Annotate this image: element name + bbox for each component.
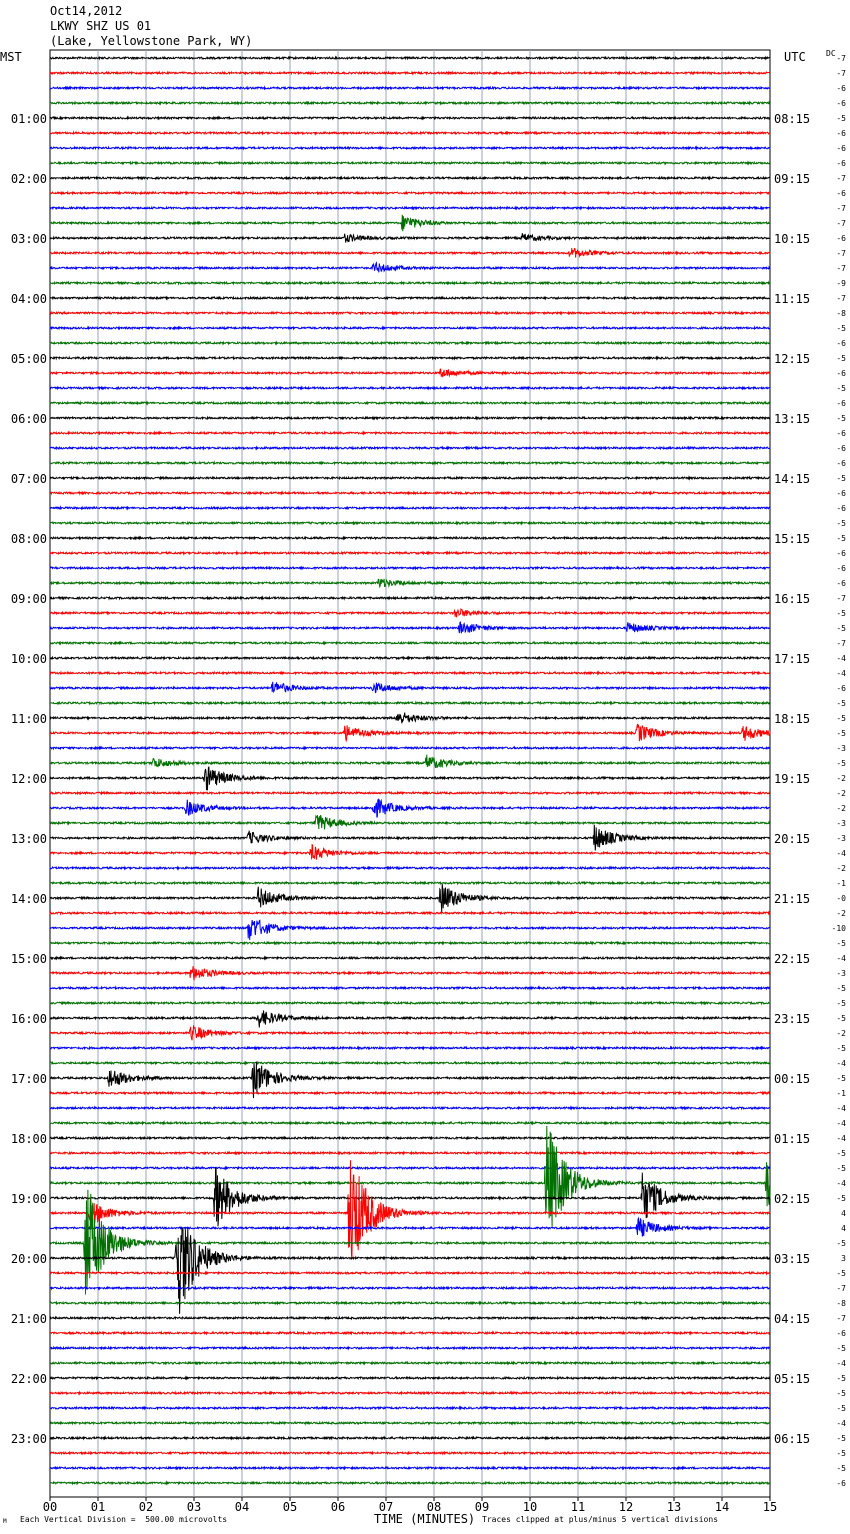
trace-line: [50, 147, 770, 149]
dc-offset-label: -6: [836, 549, 846, 558]
dc-offset-label: 4: [841, 1224, 846, 1233]
dc-offset-label: -2: [836, 864, 846, 873]
left-hour-label: 13:00: [10, 832, 47, 846]
trace-line: [50, 312, 770, 314]
trace-line: [50, 342, 770, 344]
dc-offset-label: -5: [836, 1449, 846, 1458]
dc-offset-label: -6: [836, 684, 846, 693]
trace-line: [50, 867, 770, 869]
x-tick-label: 09: [474, 1500, 490, 1514]
x-tick-label: 02: [138, 1500, 154, 1514]
trace-line: [50, 702, 770, 704]
dc-offset-label: -4: [836, 1359, 846, 1368]
trace-line: [50, 1377, 770, 1379]
dc-offset-label: -2: [836, 804, 846, 813]
dc-offset-label: -4: [836, 1059, 846, 1068]
trace-line: [50, 1047, 770, 1049]
trace-line: [50, 657, 770, 659]
left-hour-label: 23:00: [10, 1432, 47, 1446]
dc-offset-label: -6: [836, 129, 846, 138]
right-hour-label: 13:15: [774, 412, 811, 426]
dc-offset-label: -10: [831, 924, 846, 933]
trace-line: [50, 920, 770, 940]
trace-line: [50, 1010, 770, 1027]
dc-offset-label: -5: [836, 699, 846, 708]
trace-line: [50, 492, 770, 494]
dc-offset-label: -4: [836, 1119, 846, 1128]
dc-offset-label: -5: [836, 1344, 846, 1353]
x-tick-label: 01: [90, 1500, 106, 1514]
dc-offset-label: -8: [836, 1299, 846, 1308]
dc-offset-label: -6: [836, 189, 846, 198]
clip-note: Traces clipped at plus/minus 5 vertical divisions: [482, 1515, 719, 1524]
trace-line: [50, 117, 770, 119]
dc-offset-label: -5: [836, 519, 846, 528]
trace-line: [50, 845, 770, 860]
trace-line: [50, 1167, 770, 1226]
dc-offset-label: -5: [836, 114, 846, 123]
trace-line: [50, 552, 770, 554]
left-hour-label: 06:00: [10, 412, 47, 426]
right-hour-label: 02:15: [774, 1192, 811, 1206]
trace-line: [50, 233, 770, 242]
dc-offset-label: -6: [836, 1329, 846, 1338]
right-hour-label: 05:15: [774, 1372, 811, 1386]
trace-line: [50, 1227, 770, 1314]
trace-line: [50, 1317, 770, 1319]
dc-offset-label: -2: [836, 909, 846, 918]
dc-offset-label: -4: [836, 954, 846, 963]
trace-line: [50, 672, 770, 674]
right-hour-label: 11:15: [774, 292, 811, 306]
trace-line: [50, 609, 770, 617]
dc-offset-label: -5: [836, 714, 846, 723]
dc-offset-label: -6: [836, 234, 846, 243]
dc-offset-label: -7: [836, 174, 846, 183]
right-hour-label: 12:15: [774, 352, 811, 366]
trace-line: [50, 447, 770, 449]
dc-offset-label: -5: [836, 1164, 846, 1173]
right-axis-label: UTC: [784, 50, 806, 64]
dc-offset-label: -3: [836, 969, 846, 978]
trace-line: [50, 215, 770, 231]
dc-offset-label: -4: [836, 1179, 846, 1188]
right-hour-label: 21:15: [774, 892, 811, 906]
dc-offset-label: -7: [836, 1314, 846, 1323]
right-hour-label: 09:15: [774, 172, 811, 186]
dc-offset-label: -5: [836, 999, 846, 1008]
trace-line: [50, 263, 770, 273]
trace-line: [50, 507, 770, 509]
trace-line: [50, 713, 770, 724]
right-hour-label: 14:15: [774, 472, 811, 486]
right-hour-label: 06:15: [774, 1432, 811, 1446]
right-hour-label: 20:15: [774, 832, 811, 846]
x-tick-label: 15: [762, 1500, 778, 1514]
trace-line: [50, 387, 770, 389]
dc-offset-label: -6: [836, 459, 846, 468]
left-hour-label: 22:00: [10, 1372, 47, 1386]
x-tick-label: 11: [570, 1500, 586, 1514]
x-tick-label: 12: [618, 1500, 634, 1514]
trace-line: [50, 942, 770, 944]
dc-offset-label: -7: [836, 594, 846, 603]
dc-offset-label: -6: [836, 99, 846, 108]
dc-offset-label: -5: [836, 1239, 846, 1248]
dc-offset-label: -6: [836, 369, 846, 378]
dc-offset-label: -7: [836, 69, 846, 78]
trace-line: [50, 966, 770, 980]
trace-line: [50, 747, 770, 749]
trace-line: [50, 987, 770, 989]
trace-line: [50, 1025, 770, 1040]
left-hour-label: 12:00: [10, 772, 47, 786]
dc-offset-label: -7: [836, 54, 846, 63]
trace-line: [50, 597, 770, 599]
trace-line: [50, 682, 770, 693]
left-hour-label: 15:00: [10, 952, 47, 966]
trace-line: [50, 1467, 770, 1469]
x-tick-label: 05: [282, 1500, 298, 1514]
location-label: (Lake, Yellowstone Park, WY): [50, 34, 253, 48]
left-hour-label: 04:00: [10, 292, 47, 306]
trace-line: [50, 207, 770, 209]
right-hour-label: 04:15: [774, 1312, 811, 1326]
trace-line: [50, 369, 770, 377]
trace-line: [50, 1062, 770, 1064]
trace-line: [50, 1407, 770, 1409]
dc-offset-label: -6: [836, 399, 846, 408]
trace-line: [50, 537, 770, 539]
dc-offset-label: -6: [836, 159, 846, 168]
x-tick-label: 07: [378, 1500, 394, 1514]
dc-offset-label: -5: [836, 1374, 846, 1383]
trace-line: [50, 102, 770, 104]
dc-offset-label: -5: [836, 729, 846, 738]
right-hour-label: 15:15: [774, 532, 811, 546]
left-hour-label: 17:00: [10, 1072, 47, 1086]
trace-line: [50, 1452, 770, 1454]
trace-line: [50, 799, 770, 817]
station-label: LKWY SHZ US 01: [50, 19, 152, 33]
trace-line: [50, 882, 770, 884]
x-tick-label: 10: [522, 1500, 538, 1514]
dc-offset-label: -7: [836, 294, 846, 303]
dc-offset-label: -4: [836, 1419, 846, 1428]
dc-offset-label: -3: [836, 834, 846, 843]
left-hour-label: 01:00: [10, 112, 47, 126]
right-hour-label: 16:15: [774, 592, 811, 606]
trace-line: [50, 1152, 770, 1154]
trace-line: [50, 1482, 770, 1484]
trace-line: [50, 248, 770, 258]
trace-line: [50, 724, 770, 741]
x-tick-label: 08: [426, 1500, 442, 1514]
trace-line: [50, 1347, 770, 1349]
dc-offset-label: -2: [836, 1029, 846, 1038]
dc-offset-label: -5: [836, 414, 846, 423]
trace-line: [50, 297, 770, 299]
scale-note: Each Vertical Division = 500.00 microvolts: [20, 1515, 228, 1524]
dc-offset-label: -0: [836, 894, 846, 903]
dc-offset-label: -7: [836, 249, 846, 258]
trace-line: [50, 357, 770, 359]
dc-offset-label: -5: [836, 324, 846, 333]
dc-offset-label: -4: [836, 669, 846, 678]
dc-offset-label: -1: [836, 879, 846, 888]
dc-offset-label: -1: [836, 1089, 846, 1098]
trace-line: [50, 1167, 770, 1169]
dc-offset-label: -6: [836, 84, 846, 93]
dc-offset-label: -5: [836, 1404, 846, 1413]
right-hour-label: 01:15: [774, 1132, 811, 1146]
trace-line: [50, 792, 770, 794]
trace-line: [50, 72, 770, 74]
dc-offset-label: -5: [836, 1434, 846, 1443]
dc-offset-label: -5: [836, 1269, 846, 1278]
dc-offset-label: -7: [836, 204, 846, 213]
dc-offset-label: -2: [836, 789, 846, 798]
dc-offset-label: -6: [836, 564, 846, 573]
date-label: Oct14,2012: [50, 4, 123, 18]
dc-offset-label: -8: [836, 309, 846, 318]
dc-offset-label: -6: [836, 489, 846, 498]
dc-offset-label: -5: [836, 1074, 846, 1083]
dc-offset-label: -7: [836, 1284, 846, 1293]
trace-line: [50, 1137, 770, 1139]
dc-offset-label: -7: [836, 219, 846, 228]
dc-offset-label: -2: [836, 774, 846, 783]
trace-line: [50, 579, 770, 587]
trace-line: [50, 884, 770, 912]
trace-line: [50, 477, 770, 479]
left-axis-label: MST: [0, 50, 22, 64]
trace-line: [50, 1107, 770, 1109]
corner-mark: M: [3, 1518, 7, 1525]
dc-offset-label: -5: [836, 534, 846, 543]
right-hour-label: 10:15: [774, 232, 811, 246]
trace-line: [50, 1287, 770, 1289]
dc-label: DC: [826, 49, 836, 58]
trace-line: [50, 642, 770, 644]
dc-offset-label: -6: [836, 429, 846, 438]
trace-line: [50, 1002, 770, 1004]
trace-line: [50, 1422, 770, 1424]
left-hour-label: 11:00: [10, 712, 47, 726]
dc-offset-label: -5: [836, 1389, 846, 1398]
trace-line: [50, 522, 770, 524]
trace-line: [50, 132, 770, 134]
trace-line: [50, 1332, 770, 1334]
dc-offset-label: -5: [836, 1044, 846, 1053]
x-axis-label: TIME (MINUTES): [374, 1512, 476, 1526]
dc-offset-label: -6: [836, 144, 846, 153]
trace-line: [50, 57, 770, 59]
trace-line: [50, 162, 770, 164]
dc-offset-label: -6: [836, 579, 846, 588]
right-hour-label: 22:15: [774, 952, 811, 966]
left-hour-label: 05:00: [10, 352, 47, 366]
left-hour-label: 07:00: [10, 472, 47, 486]
right-hour-label: 03:15: [774, 1252, 811, 1266]
x-tick-label: 03: [186, 1500, 202, 1514]
dc-offset-label: -6: [836, 1479, 846, 1488]
left-hour-label: 21:00: [10, 1312, 47, 1326]
right-hour-label: 17:15: [774, 652, 811, 666]
trace-line: [50, 567, 770, 569]
left-hour-label: 10:00: [10, 652, 47, 666]
dc-offset-label: -5: [836, 984, 846, 993]
left-hour-label: 18:00: [10, 1132, 47, 1146]
trace-line: [50, 402, 770, 404]
trace-line: [50, 192, 770, 194]
x-tick-label: 13: [666, 1500, 682, 1514]
trace-line: [50, 87, 770, 89]
dc-offset-label: -9: [836, 279, 846, 288]
dc-offset-label: -7: [836, 264, 846, 273]
trace-line: [50, 1122, 770, 1124]
trace-line: [50, 327, 770, 329]
right-hour-label: 08:15: [774, 112, 811, 126]
left-hour-label: 19:00: [10, 1192, 47, 1206]
trace-line: [50, 1362, 770, 1364]
dc-offset-label: -5: [836, 384, 846, 393]
dc-offset-label: -4: [836, 1134, 846, 1143]
dc-offset-label: -6: [836, 504, 846, 513]
x-tick-label: 04: [234, 1500, 250, 1514]
left-hour-label: 02:00: [10, 172, 47, 186]
trace-line: [50, 1272, 770, 1274]
left-hour-label: 03:00: [10, 232, 47, 246]
dc-offset-label: -5: [836, 1014, 846, 1023]
right-hour-label: 00:15: [774, 1072, 811, 1086]
dc-offset-label: -5: [836, 1194, 846, 1203]
dc-offset-label: -5: [836, 939, 846, 948]
dc-offset-label: -5: [836, 1149, 846, 1158]
x-tick-label: 06: [330, 1500, 346, 1514]
left-hour-label: 14:00: [10, 892, 47, 906]
trace-line: [50, 815, 770, 829]
dc-offset-label: -3: [836, 744, 846, 753]
dc-offset-label: 4: [841, 1209, 846, 1218]
trace-line: [50, 1190, 770, 1295]
left-hour-label: 20:00: [10, 1252, 47, 1266]
trace-line: [50, 957, 770, 959]
trace-line: [50, 282, 770, 284]
trace-line: [50, 177, 770, 179]
dc-offset-label: -5: [836, 474, 846, 483]
trace-line: [50, 432, 770, 434]
right-hour-label: 19:15: [774, 772, 811, 786]
trace-line: [50, 767, 770, 791]
dc-offset-label: -4: [836, 849, 846, 858]
dc-offset-label: -5: [836, 354, 846, 363]
right-hour-label: 18:15: [774, 712, 811, 726]
trace-line: [50, 912, 770, 914]
dc-offset-label: -5: [836, 759, 846, 768]
trace-line: [50, 1437, 770, 1439]
x-tick-label: 00: [42, 1500, 58, 1514]
trace-line: [50, 462, 770, 464]
left-hour-label: 09:00: [10, 592, 47, 606]
trace-line: [50, 1392, 770, 1394]
dc-offset-label: -6: [836, 339, 846, 348]
dc-offset-label: -7: [836, 639, 846, 648]
trace-line: [50, 825, 770, 851]
dc-offset-label: -4: [836, 1104, 846, 1113]
x-tick-label: 14: [714, 1500, 730, 1514]
dc-offset-label: 3: [841, 1254, 846, 1263]
left-hour-label: 16:00: [10, 1012, 47, 1026]
left-hour-label: 08:00: [10, 532, 47, 546]
dc-offset-label: -5: [836, 624, 846, 633]
trace-line: [50, 622, 770, 633]
dc-offset-label: -3: [836, 819, 846, 828]
trace-line: [50, 755, 770, 768]
dc-offset-label: -4: [836, 654, 846, 663]
right-hour-label: 23:15: [774, 1012, 811, 1026]
dc-offset-label: -6: [836, 444, 846, 453]
dc-offset-label: -5: [836, 1464, 846, 1473]
trace-line: [50, 1218, 770, 1236]
trace-line: [50, 417, 770, 419]
trace-line: [50, 1302, 770, 1304]
dc-offset-label: -5: [836, 609, 846, 618]
trace-line: [50, 1092, 770, 1094]
